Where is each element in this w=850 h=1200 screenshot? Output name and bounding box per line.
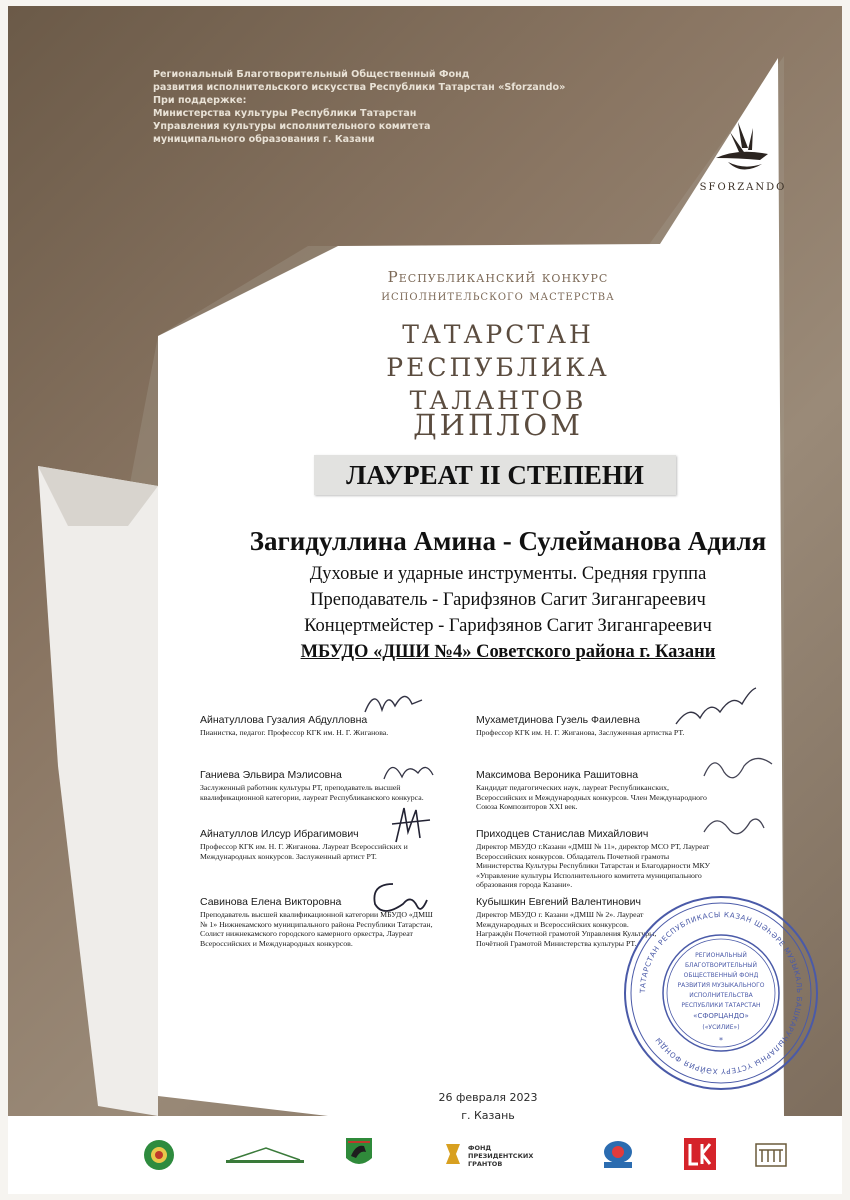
sforzando-logo <box>698 118 788 193</box>
svg-text:(«УСИЛИЕ»): («УСИЛИЕ») <box>702 1024 740 1031</box>
org-line: Министерства культуры Республики Татарстан <box>153 108 417 119</box>
contest-heading <box>298 268 698 304</box>
org-line: развития исполнительского искусства Республики Татарстан «Sforzando» <box>153 82 566 93</box>
jury-description: Преподаватель высшей квалификационной категории МБУДО «ДМШ № 1» Нижнекамского муниципального района Республики Татарстан, Солист нижнекамского городского камерного оркестра, Лауреат Всероссийских и Международных конкурсов. <box>200 910 433 948</box>
org-line: муниципального образования г. Казани <box>153 134 375 145</box>
jury-member <box>476 769 716 812</box>
kazan-emblem-icon <box>344 1136 374 1172</box>
signature <box>698 806 768 846</box>
jury-description: Кандидат педагогических наук, лауреат Республиканских, Всероссийских и Международных конкурсов. Член Международного Союза Композиторов XXI век. <box>476 783 707 812</box>
jury-name: Кубышкин Евгений Валентинович <box>476 896 641 908</box>
accompanist-line: Концертмейстер - Гарифзянов Сагит Зигангареевич <box>304 616 712 636</box>
svg-text:ИСПОЛНИТЕЛЬСТВА: ИСПОЛНИТЕЛЬСТВА <box>689 992 753 999</box>
organization-block <box>153 68 613 146</box>
signature <box>378 751 438 791</box>
svg-text:РЕСПУБЛИКИ ТАТАРСТАН: РЕСПУБЛИКИ ТАТАРСТАН <box>681 1002 761 1009</box>
svg-text:РЕГИОНАЛЬНЫЙ: РЕГИОНАЛЬНЫЙ <box>695 952 747 959</box>
jury-description: Заслуженный работник культуры РТ, преподаватель высшей квалификационной категории, лауреат Республиканского конкурса. <box>200 783 424 802</box>
degree-badge: ЛАУРЕАТ II СТЕПЕНИ <box>314 455 676 495</box>
contest-line: Республиканский конкурс <box>387 268 609 286</box>
signature <box>386 802 436 846</box>
svg-text:БЛАГОТВОРИТЕЛЬНЫЙ: БЛАГОТВОРИТЕЛЬНЫЙ <box>684 962 758 969</box>
organization-seal <box>621 893 821 1093</box>
jury-name: Ганиева Эльвира Мэлисовна <box>200 769 342 781</box>
signature <box>698 746 778 792</box>
bird-icon <box>708 118 778 180</box>
jury-name: Максимова Вероника Рашитовна <box>476 769 639 781</box>
category-line: Духовые и ударные инструменты. Средняя группа <box>309 564 707 584</box>
theatre-logo-icon <box>754 1142 788 1168</box>
svg-text:ТАТАРСТАН РЕСПУБЛИКАСЫ КАЗАН Ш: ТАТАРСТАН РЕСПУБЛИКАСЫ КАЗАН ШӘҺӘРЕ МУЗЫКАЛЬ БАШКАРУЧЫЛАРНЫ ҮСТЕРҮ ХӘЙРИЯ ФОНДЫ <box>637 909 805 1077</box>
diploma-heading: ДИПЛОМ <box>413 408 583 442</box>
jury-description: Профессор КГК им. Н. Г. Жиганова, Заслуженная артистка РТ. <box>476 728 685 737</box>
jury-member <box>476 828 716 890</box>
diploma-page <box>8 6 842 1194</box>
jury-name: Айнатуллова Гузалия Абдулловна <box>200 714 368 726</box>
teacher-line: Преподаватель - Гарифзянов Сагит Зигангареевич <box>310 590 706 610</box>
lukoil-logo-icon <box>684 1138 716 1170</box>
jury-description: Пианистка, педагог. Профессор КГК им. Н. Г. Жиганова. <box>200 728 389 737</box>
recipient-name: Загидуллина Амина - Сулейманова Адиля <box>249 526 767 556</box>
date-block <box>413 1089 563 1125</box>
svg-text:РАЗВИТИЯ МУЗЫКАЛЬНОГО: РАЗВИТИЯ МУЗЫКАЛЬНОГО <box>677 982 765 989</box>
svg-text:«СФОРЦАНДО»: «СФОРЦАНДО» <box>693 1012 749 1020</box>
logo-text: SFORZANDO <box>699 182 787 193</box>
issue-city: г. Казань <box>461 1109 515 1122</box>
ministry-logo-icon <box>226 1144 304 1168</box>
festival-logo-icon <box>598 1138 638 1170</box>
signature <box>363 874 433 924</box>
signature <box>670 684 760 732</box>
title-line: ТАТАРСТАН <box>402 320 594 349</box>
tatarstan-emblem-icon <box>142 1138 176 1172</box>
svg-text:*: * <box>719 1036 723 1045</box>
jury-description: Директор МБУДО г.Казани «ДМШ № 11», директор МСО РТ, Лауреат Всероссийских конкурсов. Обладатель Почетной грамоты Министерства Культуры Республики Татарстан и Благодарности МКУ «Управление культуры Исполнительного комитета муниципального образования города Казани». <box>476 842 711 890</box>
org-line: При поддержке: <box>153 95 247 106</box>
org-line: Управления культуры исполнительного комитета <box>153 121 431 132</box>
jury-description: Профессор КГК им. Н. Г. Жиганова. Лауреат Всероссийских и Международных конкурсов. Заслуженный артист РТ. <box>200 842 408 861</box>
signature <box>360 682 430 722</box>
title-line: РЕСПУБЛИКА ТАЛАНТОВ <box>386 353 610 415</box>
org-line: Региональный Благотворительный Общественный Фонд <box>153 69 470 80</box>
sponsor-logos <box>8 1134 842 1194</box>
jury-name: Савинова Елена Викторовна <box>200 896 342 908</box>
school-line: МБУДО «ДШИ №4» Советского района г. Казани <box>300 642 716 662</box>
issue-date: 26 февраля 2023 <box>438 1091 538 1104</box>
jury-name: Айнатуллов Илсур Ибрагимович <box>200 828 359 840</box>
grants-fund-label: ФОНД ПРЕЗИДЕНТСКИХ ГРАНТОВ <box>468 1144 534 1168</box>
contest-title <box>308 318 688 417</box>
contest-line: исполнительского мастерства <box>381 288 615 304</box>
grants-fund-icon <box>442 1142 464 1166</box>
jury-description: Директор МБУДО г. Казани «ДМШ № 2». Лауреат Международных и Всероссийских конкурсов. Награждён Почетной грамотой Управления Культуры, Почётной Грамотой Министерства культуры РТ. <box>476 910 657 948</box>
jury-name: Мухаметдинова Гузель Фаилевна <box>476 714 640 726</box>
svg-text:ОБЩЕСТВЕННЫЙ ФОНД: ОБЩЕСТВЕННЫЙ ФОНД <box>683 972 759 979</box>
jury-name: Приходцев Станислав Михайлович <box>476 828 649 840</box>
